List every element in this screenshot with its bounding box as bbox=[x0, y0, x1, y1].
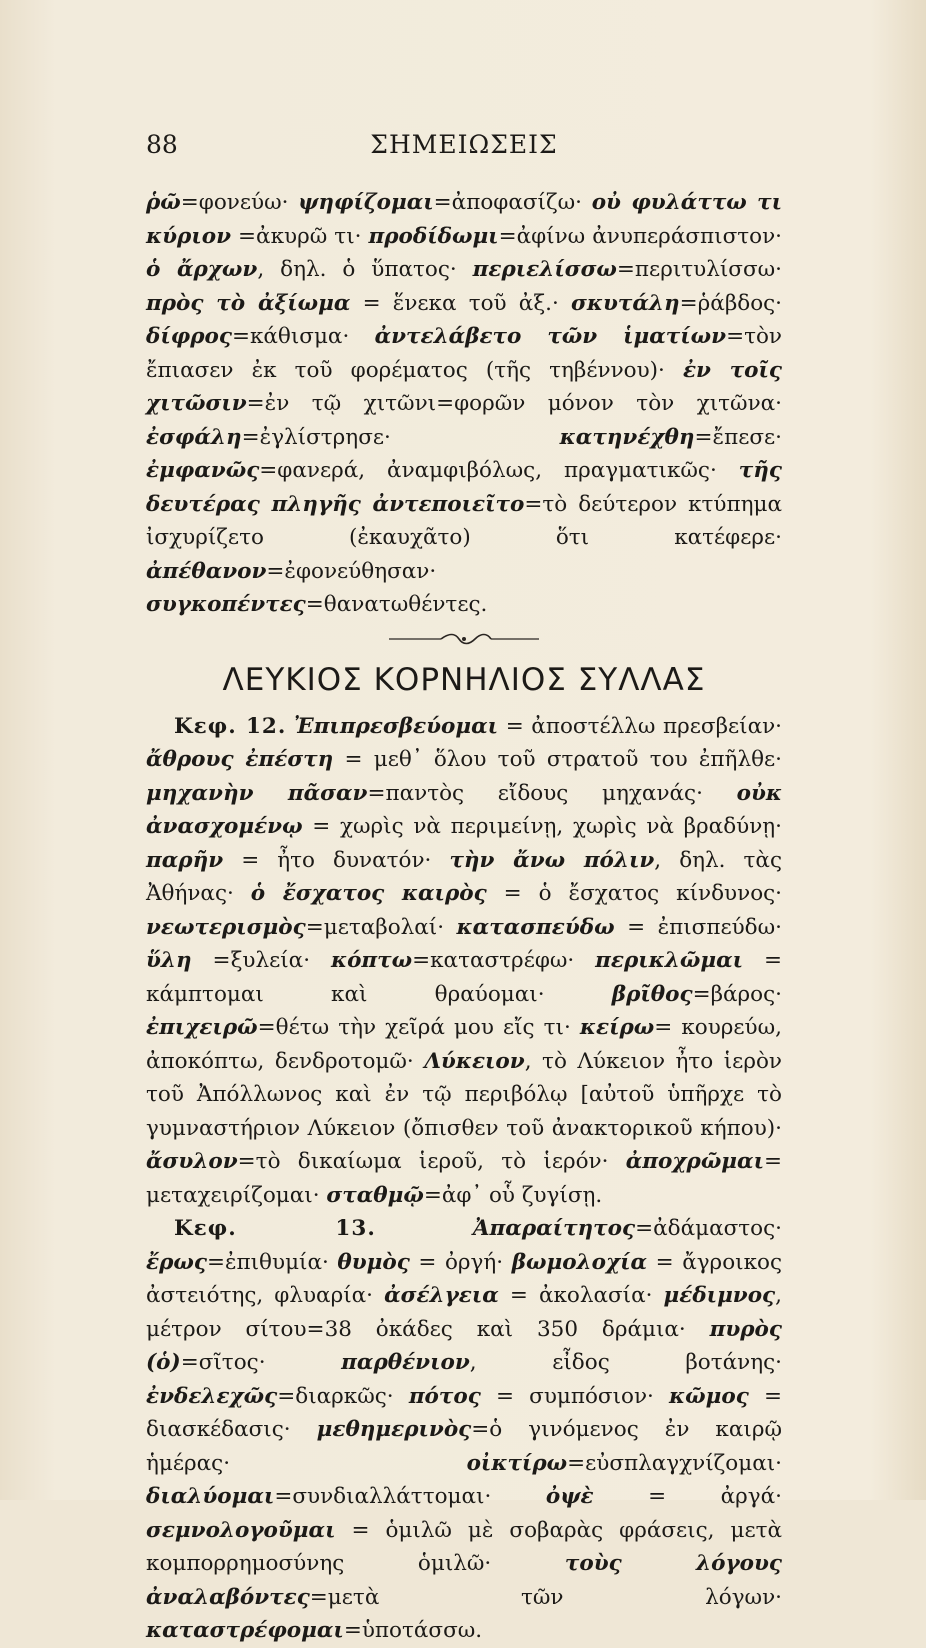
gloss: = ὀργή· bbox=[409, 1249, 512, 1275]
headword: νεωτερισμὸς bbox=[146, 914, 306, 940]
headword: δίφρος bbox=[146, 324, 232, 349]
headword: ἄσυλον bbox=[146, 1149, 238, 1174]
gloss: =τὸν ἔπιασεν ἐκ τοῦ φορέματος (τῆς τηβέννου)· bbox=[146, 324, 783, 383]
gloss: = ἕνεκα τοῦ ἀξ.· bbox=[350, 290, 572, 316]
gloss: =περιτυλίσσω· bbox=[616, 257, 782, 282]
gloss: = μεθ᾽ ὅλου τοῦ στρατοῦ του ἐπῆλθε· bbox=[333, 747, 782, 772]
gloss: =ξυλεία· bbox=[191, 948, 331, 973]
gloss: =ὁ γινόμενος ἐν καιρῷ ἡμέρας· bbox=[146, 1417, 782, 1476]
headword: βωμολοχία bbox=[511, 1249, 648, 1275]
text-block bbox=[146, 186, 782, 1648]
headword: ἐπιχειρῶ bbox=[146, 1015, 258, 1040]
gloss: = ἀργά· bbox=[593, 1484, 782, 1509]
headword: τῆς δευτέρας πληγῆς ἀντεποιεῖτο bbox=[146, 458, 782, 517]
gloss: =θέτω τὴν χεῖρά μου εἴς τι· bbox=[257, 1015, 580, 1040]
gloss: , δηλ. ὁ ὕπατος· bbox=[257, 257, 473, 282]
gloss: =κάθισμα· bbox=[231, 324, 375, 349]
headword: Ἀπαραίτητος bbox=[472, 1216, 636, 1241]
ornament-divider bbox=[389, 632, 539, 646]
gloss: = ἄγροικος ἀστειότης, φλυαρία· bbox=[146, 1249, 782, 1308]
headword: σταθμῷ bbox=[326, 1182, 424, 1208]
headword: ὕλη bbox=[146, 948, 192, 973]
gloss: =ἀφίνω ἀνυπεράσπιστον· bbox=[498, 223, 782, 249]
chapter-label-13: Κεφ. 13. bbox=[174, 1216, 376, 1241]
gloss: , τὸ Λύκειον ἦτο ἱερὸν τοῦ Ἀπόλλωνος καὶ ἐν τῷ περιβόλῳ [αὐτοῦ ὑπῆρχε τὸ γυμναστήριον Λύκειον (ὄπισθεν τοῦ ἀνακτορικοῦ κήπου)· bbox=[146, 1048, 782, 1141]
gloss: =ἐγλίστρησε· bbox=[241, 424, 560, 450]
headword: τοὺς λόγους ἀναλαβόντες bbox=[146, 1551, 782, 1610]
gloss: =ἐπιθυμία· bbox=[206, 1249, 338, 1275]
headword: παρθένιον bbox=[341, 1350, 470, 1375]
chapter-label-12: Κεφ. 12. bbox=[174, 713, 287, 739]
headword: πότος bbox=[408, 1383, 481, 1409]
running-head: ΣΗΜΕΙΩΣΕΙΣ bbox=[370, 130, 558, 159]
gloss: =μεταβολαί· bbox=[305, 914, 457, 940]
gloss: =ἀδάμαστος· bbox=[635, 1216, 782, 1241]
headword: βρῖθος bbox=[611, 981, 693, 1007]
gloss bbox=[376, 1216, 473, 1241]
headword: κῶμος bbox=[669, 1383, 749, 1409]
gloss: =μετὰ τῶν λόγων· bbox=[309, 1584, 782, 1610]
gloss: =σῖτος· bbox=[180, 1350, 342, 1375]
headword: ἀντελάβετο τῶν ἱματίων bbox=[374, 324, 727, 349]
headword: ψηφίζομαι bbox=[298, 190, 434, 215]
gloss: =τὸ δεύτερον κτύπημα ἰσχυρίζετο (ἐκαυχᾶτο) ὅτι κατέφερε· bbox=[146, 491, 782, 550]
headword: σεμνολογοῦμαι bbox=[146, 1517, 336, 1543]
headword: πυρὸς (ὁ) bbox=[146, 1316, 782, 1375]
gloss: = ἐπισπεύδω· bbox=[614, 914, 782, 940]
notes-paragraph-3 bbox=[146, 1212, 782, 1648]
gloss: = ὁμιλῶ μὲ σοβαρὰς φράσεις, μετὰ κομπορρημοσύνης ὁμιλῶ· bbox=[146, 1517, 782, 1576]
gloss bbox=[286, 714, 294, 739]
headword: ῥῶ bbox=[146, 190, 181, 215]
gloss: , εἶδος βοτάνης· bbox=[469, 1350, 782, 1375]
headword: κατασπεύδω bbox=[456, 914, 615, 940]
gloss: = κουρεύω, ἀποκόπτω, δενδροτομῶ· bbox=[146, 1015, 782, 1074]
section-title: ΛΕΥΚΙΟΣ ΚΟΡΝΗΛΙΟΣ ΣΥΛΛΑΣ bbox=[222, 661, 706, 698]
gloss: =συνδιαλλάττομαι· bbox=[274, 1484, 546, 1509]
gloss: = ὁ ἔσχατος κίνδυνος· bbox=[486, 881, 783, 906]
headword: Λύκειον bbox=[424, 1048, 525, 1074]
gloss: = διασκέδασις· bbox=[146, 1383, 782, 1442]
headword: καταστρέφομαι bbox=[146, 1618, 344, 1643]
gloss: =καταστρέφω· bbox=[412, 948, 596, 973]
gloss: =ἐν τῷ χιτῶνι=φορῶν μόνον τὸν χιτῶνα· bbox=[246, 391, 782, 416]
gloss: =διαρκῶς· bbox=[277, 1383, 409, 1409]
gloss: =ἀκυρῶ τι· bbox=[231, 223, 369, 249]
headword: περικλῶμαι bbox=[595, 948, 744, 973]
headword: μέδιμνος bbox=[663, 1283, 776, 1308]
headword: μηχανὴν πᾶσαν bbox=[146, 780, 368, 806]
headword: κόπτω bbox=[330, 948, 413, 973]
gloss: =βάρος· bbox=[692, 981, 782, 1007]
gloss: = μεταχειρίζομαι· bbox=[146, 1149, 782, 1208]
gloss: =ὑποτάσσω. bbox=[343, 1618, 483, 1643]
gloss: =παντὸς εἴδους μηχανάς· bbox=[367, 780, 737, 806]
notes-paragraph-2 bbox=[146, 710, 782, 1213]
headword: οὐκ ἀνασχομένῳ bbox=[146, 780, 782, 839]
gloss: , μέτρον σίτου=38 ὀκάδες καὶ 350 δράμια· bbox=[146, 1283, 782, 1342]
gloss: =τὸ δικαίωμα ἱεροῦ, τὸ ἱερόν· bbox=[237, 1149, 626, 1174]
gloss: =θανατωθέντες. bbox=[305, 592, 488, 617]
page-number: 88 bbox=[146, 130, 178, 159]
headword: κατηνέχθη bbox=[559, 424, 695, 450]
gloss: , δηλ. τὰς Ἀθήνας· bbox=[146, 847, 782, 906]
headword: ἐνδελεχῶς bbox=[146, 1383, 278, 1409]
gloss: =ἐφονεύθησαν· bbox=[266, 558, 437, 584]
paragraph-3-body bbox=[146, 1216, 782, 1643]
notes-paragraph-1 bbox=[146, 186, 782, 622]
gloss: =εὐσπλαγχνίζομαι· bbox=[567, 1450, 782, 1476]
gloss: = κάμπτομαι καὶ θραύομαι· bbox=[146, 948, 782, 1007]
headword: προδίδωμι bbox=[368, 223, 499, 249]
headword: περιελίσσω bbox=[472, 257, 617, 282]
gloss: = ἦτο δυνατόν· bbox=[223, 847, 450, 873]
gloss: = ἀποστέλλω πρεσβείαν· bbox=[498, 713, 782, 739]
headword: θυμὸς bbox=[337, 1249, 410, 1275]
headword: Ἐπιπρεσβεύομαι bbox=[293, 713, 499, 739]
headword: ἔρως bbox=[146, 1249, 207, 1275]
headword: οὐ φυλάττω τι κύριον bbox=[146, 190, 783, 249]
headword: σκυτάλη bbox=[571, 290, 680, 316]
headword: ὁ ἄρχων bbox=[146, 257, 258, 282]
gloss: =ἔπεσε· bbox=[694, 424, 782, 450]
headword: ὁ ἔσχατος καιρὸς bbox=[250, 881, 487, 906]
gloss: =φανερά, ἀναμφιβόλως, πραγματικῶς· bbox=[259, 458, 739, 483]
headword: ἐν τοῖς χιτῶσιν bbox=[146, 357, 782, 416]
headword: ἐσφάλη bbox=[146, 424, 242, 450]
headword: ἐμφανῶς bbox=[146, 458, 260, 483]
headword: ἀσέλγεια bbox=[384, 1283, 499, 1308]
headword: μεθημερινὸς bbox=[316, 1417, 472, 1442]
headword: διαλύομαι bbox=[146, 1484, 275, 1509]
headword: κείρω bbox=[579, 1015, 655, 1040]
gloss: =ῥάβδος· bbox=[679, 290, 783, 316]
gloss: =ἀφ᾽ οὗ ζυγίσῃ. bbox=[423, 1182, 603, 1208]
headword: συγκοπέντες bbox=[146, 592, 306, 617]
gloss: = ἀκολασία· bbox=[498, 1283, 664, 1308]
headword: παρῆν bbox=[146, 847, 224, 873]
headword: τὴν ἄνω πόλιν bbox=[449, 847, 655, 873]
gloss: = χωρὶς νὰ περιμείνῃ, χωρὶς νὰ βραδύνῃ· bbox=[302, 814, 782, 839]
headword: ἀπέθανον bbox=[146, 558, 267, 584]
headword: ἀποχρῶμαι bbox=[625, 1149, 764, 1174]
gloss: = συμπόσιον· bbox=[480, 1383, 670, 1409]
headword: οἰκτίρω bbox=[466, 1450, 568, 1476]
paragraph-2-body bbox=[146, 714, 782, 1208]
headword: ὀψὲ bbox=[545, 1484, 594, 1509]
gloss: =φονεύω· bbox=[180, 190, 299, 215]
page-header bbox=[146, 130, 782, 166]
gloss: =ἀποφασίζω· bbox=[433, 190, 592, 215]
headword: ἄθρους ἐπέστη bbox=[146, 747, 334, 772]
headword: πρὸς τὸ ἀξίωμα bbox=[146, 290, 351, 316]
